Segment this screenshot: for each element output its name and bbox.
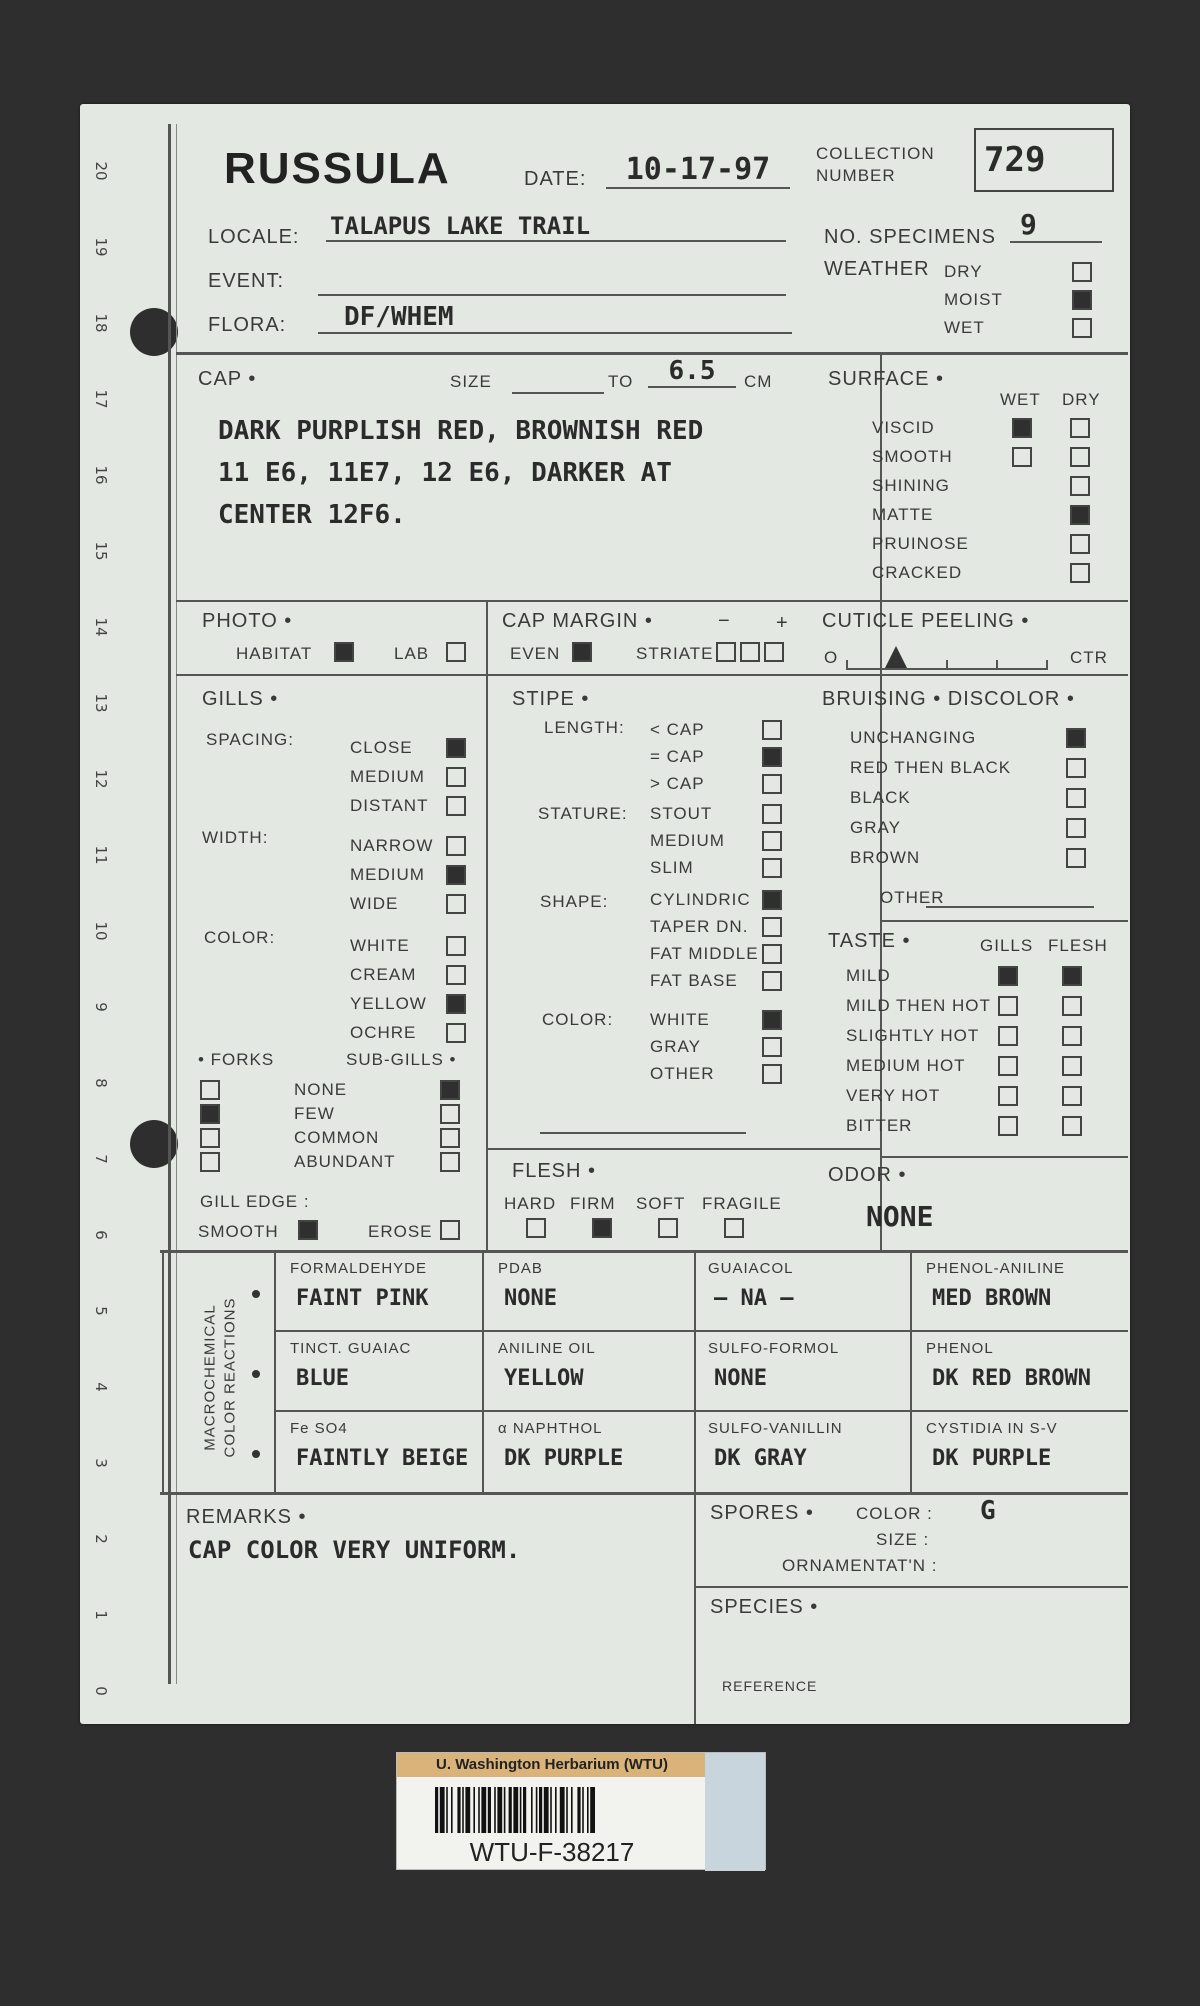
ruler-number: 14 [92, 617, 110, 637]
stipe-color-option-label: GRAY [650, 1037, 701, 1056]
weather-option-label: MOIST [944, 290, 1003, 309]
bruising-option-label: BLACK [850, 788, 911, 807]
gills-spacing-checkbox[interactable] [446, 767, 466, 787]
gills-width-checkbox[interactable] [446, 894, 466, 914]
ruler-number: 20 [92, 161, 110, 181]
macro-reaction-value: DK PURPLE [504, 1446, 624, 1471]
taste-flesh-checkbox[interactable] [1062, 1116, 1082, 1136]
flesh-option-label: SOFT [636, 1194, 686, 1213]
remarks-label: REMARKS • [186, 1506, 307, 1528]
cap-margin-even-label: EVEN [510, 644, 561, 663]
stipe-length-label: LENGTH: [544, 718, 625, 737]
surface-option-label: SMOOTH [872, 447, 953, 466]
cuticle-scale [846, 660, 1048, 670]
surface-option-label: PRUINOSE [872, 534, 969, 553]
photo-lab-checkbox[interactable] [446, 642, 466, 662]
gills-width-option-label: WIDE [350, 894, 399, 913]
subgills-label: SUB-GILLS • [346, 1050, 457, 1069]
stipe-stature-checkbox[interactable] [762, 858, 782, 878]
cap-notes-line-2: 11 E6, 11E7, 12 E6, DARKER AT [218, 458, 672, 488]
gills-width-option-label: MEDIUM [350, 865, 425, 884]
taste-flesh-checkbox[interactable] [1062, 1056, 1082, 1076]
photo-habitat-label: HABITAT [236, 644, 313, 663]
taste-gills-checkbox[interactable] [998, 996, 1018, 1016]
ruler-number: 2 [92, 1534, 110, 1544]
stipe-stature-option-label: SLIM [650, 858, 694, 877]
cap-size-min-line [512, 392, 604, 394]
ruler-number: 16 [92, 465, 110, 485]
cap-unit: CM [744, 372, 773, 391]
collection-number-value: 729 [984, 140, 1046, 180]
taste-gills-checkbox[interactable] [998, 1026, 1018, 1046]
macro-reaction-value: NONE [504, 1286, 557, 1311]
bruising-checkbox[interactable] [1066, 848, 1086, 868]
cap-label: CAP • [198, 368, 257, 390]
macro-reagent-label: FORMALDEHYDE [290, 1260, 428, 1277]
macro-reagent-label: PHENOL-ANILINE [926, 1260, 1066, 1277]
cap-notes-line-1: DARK PURPLISH RED, BROWNISH RED [218, 416, 704, 446]
forks-checkbox[interactable] [200, 1152, 220, 1172]
cap-margin-plus: + [776, 612, 789, 634]
taste-flesh-checkbox[interactable] [1062, 1026, 1082, 1046]
macro-reagent-label: Fe SO4 [290, 1420, 348, 1437]
subgills-checkbox[interactable] [440, 1152, 460, 1172]
gills-width-checkbox[interactable] [446, 865, 466, 885]
gills-color-option-label: CREAM [350, 965, 417, 984]
gills-color-checkbox[interactable] [446, 994, 466, 1014]
bruising-option-label: BROWN [850, 848, 921, 867]
taste-option-label: BITTER [846, 1116, 913, 1135]
ruler [80, 104, 170, 1724]
gills-spacing-checkbox[interactable] [446, 796, 466, 816]
ruler-number: 9 [92, 1002, 110, 1012]
taste-flesh-checkbox[interactable] [1062, 996, 1082, 1016]
macro-reaction-value: – NA – [714, 1286, 794, 1311]
flesh-checkbox[interactable] [526, 1218, 546, 1238]
weather-option-label: WET [944, 318, 985, 337]
stipe-shape-checkbox[interactable] [762, 971, 782, 991]
stipe-color-option-label: WHITE [650, 1010, 710, 1029]
ruler-number: 3 [92, 1458, 110, 1468]
gills-spacing-checkbox[interactable] [446, 738, 466, 758]
bruising-checkbox[interactable] [1066, 728, 1086, 748]
collection-label-1: COLLECTION [816, 144, 935, 163]
date-value: 10-17-97 [606, 152, 790, 189]
cap-notes-line-3: CENTER 12F6. [218, 500, 406, 530]
surface-dry-checkbox[interactable] [1070, 447, 1090, 467]
macro-reagent-label: CYSTIDIA IN S-V [926, 1420, 1058, 1437]
stipe-notes-line [540, 1132, 746, 1134]
taste-flesh-checkbox[interactable] [1062, 966, 1082, 986]
ruler-number: 11 [92, 845, 110, 865]
ruler-number: 18 [92, 313, 110, 333]
stipe-stature-checkbox[interactable] [762, 831, 782, 851]
specimen-id: WTU-F-38217 [469, 1837, 635, 1867]
macro-reaction-value: DK GRAY [714, 1446, 807, 1471]
russula-data-card [80, 104, 1130, 1724]
stipe-color-checkbox[interactable] [762, 1064, 782, 1084]
gills-label: GILLS • [202, 688, 279, 710]
gills-width-option-label: NARROW [350, 836, 434, 855]
macro-reagent-label: α NAPHTHOL [498, 1420, 603, 1437]
gills-spacing-option-label: CLOSE [350, 738, 413, 757]
cap-margin-striate-checkbox-2[interactable] [740, 642, 760, 662]
ruler-number: 5 [92, 1306, 110, 1316]
gills-spacing-label: SPACING: [206, 730, 294, 749]
gills-color-checkbox[interactable] [446, 1023, 466, 1043]
gills-width-label: WIDTH: [202, 828, 269, 847]
bruising-other-label: OTHER [880, 888, 945, 907]
macro-reaction-value: NONE [714, 1366, 767, 1391]
bruising-option-label: GRAY [850, 818, 901, 837]
ruler-number: 4 [92, 1382, 110, 1392]
macro-reagent-label: SULFO-VANILLIN [708, 1420, 843, 1437]
subgills-checkbox[interactable] [440, 1080, 460, 1100]
forks-option-label: COMMON [294, 1128, 380, 1147]
stipe-length-option-label: < CAP [650, 720, 705, 739]
macro-reagent-label: PHENOL [926, 1340, 994, 1357]
surface-dry-checkbox[interactable] [1070, 534, 1090, 554]
surface-option-label: CRACKED [872, 563, 963, 582]
weather-label: WEATHER [824, 258, 930, 280]
weather-option-label: DRY [944, 262, 983, 281]
forks-label: • FORKS [198, 1050, 275, 1069]
stipe-color-label: COLOR: [542, 1010, 614, 1029]
stipe-color-checkbox[interactable] [762, 1010, 782, 1030]
bruising-other-line [926, 906, 1094, 908]
stipe-length-checkbox[interactable] [762, 747, 782, 767]
surface-wet-header: WET [1000, 390, 1041, 409]
stipe-length-checkbox[interactable] [762, 774, 782, 794]
flesh-option-label: FRAGILE [702, 1194, 782, 1213]
gills-spacing-option-label: MEDIUM [350, 767, 425, 786]
stipe-shape-option-label: FAT MIDDLE [650, 944, 759, 963]
macro-reagent-label: TINCT. GUAIAC [290, 1340, 412, 1357]
forks-checkbox[interactable] [200, 1104, 220, 1124]
stipe-stature-option-label: MEDIUM [650, 831, 725, 850]
ruler-number: 1 [92, 1610, 110, 1620]
stipe-shape-option-label: FAT BASE [650, 971, 738, 990]
bruising-checkbox[interactable] [1066, 818, 1086, 838]
gill-edge-smooth-checkbox[interactable] [298, 1220, 318, 1240]
flesh-checkbox[interactable] [592, 1218, 612, 1238]
surface-dry-checkbox[interactable] [1070, 476, 1090, 496]
gills-color-checkbox[interactable] [446, 936, 466, 956]
bruising-option-label: RED THEN BLACK [850, 758, 1012, 777]
macro-bullet-3 [252, 1450, 260, 1458]
remarks-value: CAP COLOR VERY UNIFORM. [188, 1536, 521, 1564]
taste-gills-checkbox[interactable] [998, 966, 1018, 986]
spores-ornamentation-label: ORNAMENTAT'N : [782, 1556, 938, 1575]
ruler-number: 19 [92, 237, 110, 257]
macro-reagent-label: GUAIACOL [708, 1260, 794, 1277]
surface-wet-checkbox[interactable] [1012, 418, 1032, 438]
cap-margin-striate-label: STRIATE [636, 644, 714, 663]
stipe-shape-option-label: CYLINDRIC [650, 890, 751, 909]
taste-option-label: VERY HOT [846, 1086, 941, 1105]
locale-label: LOCALE: [208, 226, 300, 248]
cap-margin-minus: − [718, 610, 731, 632]
odor-value: NONE [866, 1200, 934, 1233]
stipe-length-option-label: = CAP [650, 747, 705, 766]
cap-size-label: SIZE [450, 372, 492, 391]
stipe-length-option-label: > CAP [650, 774, 705, 793]
stipe-stature-option-label: STOUT [650, 804, 713, 823]
cuticle-scale-end: CTR [1070, 648, 1108, 667]
cuticle-scale-start: O [824, 648, 839, 667]
bruising-checkbox[interactable] [1066, 788, 1086, 808]
specimens-label: NO. SPECIMENS [824, 226, 996, 248]
cuticle-label: CUTICLE PEELING • [822, 610, 1030, 632]
macro-reaction-value: BLUE [296, 1366, 349, 1391]
taste-gills-checkbox[interactable] [998, 1056, 1018, 1076]
ruler-number: 6 [92, 1230, 110, 1240]
collection-number-box [974, 128, 1114, 192]
macro-reaction-value: DK PURPLE [932, 1446, 1052, 1471]
ruler-number: 0 [92, 1686, 110, 1696]
species-label: SPECIES • [710, 1596, 819, 1618]
gills-color-option-label: WHITE [350, 936, 410, 955]
barcode [433, 1787, 669, 1833]
photo-label: PHOTO • [202, 610, 293, 632]
stipe-color-option-label: OTHER [650, 1064, 715, 1083]
stipe-shape-checkbox[interactable] [762, 944, 782, 964]
bruising-option-label: UNCHANGING [850, 728, 977, 747]
herbarium-name: U. Washington Herbarium (WTU) [397, 1753, 707, 1777]
gill-edge-smooth-label: SMOOTH [198, 1222, 279, 1241]
surface-option-label: SHINING [872, 476, 950, 495]
ruler-number: 15 [92, 541, 110, 561]
macro-reaction-value: YELLOW [504, 1366, 584, 1391]
surface-dry-header: DRY [1062, 390, 1101, 409]
surface-option-label: VISCID [872, 418, 935, 437]
cap-margin-striate-checkbox-1[interactable] [716, 642, 736, 662]
taste-option-label: MEDIUM HOT [846, 1056, 966, 1075]
macro-reaction-value: FAINT PINK [296, 1286, 429, 1311]
taste-option-label: MILD THEN HOT [846, 996, 991, 1015]
taste-gills-header: GILLS [980, 936, 1034, 955]
stipe-length-checkbox[interactable] [762, 720, 782, 740]
gills-width-checkbox[interactable] [446, 836, 466, 856]
forks-checkbox[interactable] [200, 1128, 220, 1148]
stipe-shape-checkbox[interactable] [762, 917, 782, 937]
flesh-option-label: HARD [504, 1194, 557, 1213]
photo-habitat-checkbox[interactable] [334, 642, 354, 662]
gills-spacing-option-label: DISTANT [350, 796, 429, 815]
stipe-shape-checkbox[interactable] [762, 890, 782, 910]
bruising-checkbox[interactable] [1066, 758, 1086, 778]
macro-reagent-label: ANILINE OIL [498, 1340, 596, 1357]
ruler-number: 7 [92, 1154, 110, 1164]
label-color-block [705, 1753, 765, 1871]
gill-edge-label: GILL EDGE : [200, 1192, 310, 1211]
weather-checkbox[interactable] [1072, 290, 1092, 310]
surface-dry-checkbox[interactable] [1070, 563, 1090, 583]
macro-side-label: MACROCHEMICAL COLOR REACTIONS [201, 1297, 238, 1458]
photo-lab-label: LAB [394, 644, 430, 663]
taste-flesh-header: FLESH [1048, 936, 1108, 955]
specimens-value: 9 [1010, 208, 1102, 243]
ruler-number: 12 [92, 769, 110, 789]
date-label: DATE: [524, 168, 587, 190]
surface-dry-checkbox[interactable] [1070, 505, 1090, 525]
taste-flesh-checkbox[interactable] [1062, 1086, 1082, 1106]
locale-value: TALAPUS LAKE TRAIL [326, 212, 786, 242]
macro-reagent-label: SULFO-FORMOL [708, 1340, 840, 1357]
spores-label: SPORES • [710, 1502, 814, 1524]
bruising-label: BRUISING • DISCOLOR • [822, 688, 1075, 710]
cap-margin-striate-checkbox-3[interactable] [764, 642, 784, 662]
cuticle-mark [885, 646, 907, 668]
macro-reaction-value: DK RED BROWN [932, 1366, 1091, 1391]
flora-label: FLORA: [208, 314, 287, 336]
stipe-stature-checkbox[interactable] [762, 804, 782, 824]
gills-color-checkbox[interactable] [446, 965, 466, 985]
weather-checkbox[interactable] [1072, 262, 1092, 282]
collection-label-2: NUMBER [816, 166, 896, 185]
subgills-checkbox[interactable] [440, 1104, 460, 1124]
macro-reagent-label: PDAB [498, 1260, 543, 1277]
ruler-number: 17 [92, 389, 110, 409]
forks-option-label: FEW [294, 1104, 335, 1123]
gills-color-option-label: YELLOW [350, 994, 427, 1013]
gill-edge-erose-checkbox[interactable] [440, 1220, 460, 1240]
taste-option-label: MILD [846, 966, 891, 985]
subgills-checkbox[interactable] [440, 1128, 460, 1148]
flora-value: DF/WHEM [318, 302, 792, 334]
macro-reaction-value: MED BROWN [932, 1286, 1052, 1311]
event-value-line [318, 294, 786, 296]
macro-bullet-1 [252, 1290, 260, 1298]
taste-gills-checkbox[interactable] [998, 1086, 1018, 1106]
flesh-label: FLESH • [512, 1160, 597, 1182]
stipe-stature-label: STATURE: [538, 804, 628, 823]
gills-color-label: COLOR: [204, 928, 276, 947]
surface-option-label: MATTE [872, 505, 934, 524]
taste-label: TASTE • [828, 930, 911, 952]
odor-label: ODOR • [828, 1164, 907, 1186]
spores-color-label: COLOR : [856, 1504, 933, 1523]
species-reference-label: REFERENCE [722, 1678, 818, 1694]
stipe-shape-option-label: TAPER DN. [650, 917, 749, 936]
ruler-number: 8 [92, 1078, 110, 1088]
macro-bullet-2 [252, 1370, 260, 1378]
macro-reaction-value: FAINTLY BEIGE [296, 1446, 469, 1471]
surface-wet-checkbox[interactable] [1012, 447, 1032, 467]
cap-size-value: 6.5 [648, 356, 736, 388]
flesh-checkbox[interactable] [724, 1218, 744, 1238]
event-label: EVENT: [208, 270, 285, 292]
form-title: RUSSULA [224, 144, 451, 193]
surface-dry-checkbox[interactable] [1070, 418, 1090, 438]
stipe-label: STIPE • [512, 688, 590, 710]
cap-margin-label: CAP MARGIN • [502, 610, 653, 632]
gill-edge-erose-label: EROSE [368, 1222, 433, 1241]
flesh-checkbox[interactable] [658, 1218, 678, 1238]
forks-checkbox[interactable] [200, 1080, 220, 1100]
cap-margin-even-checkbox[interactable] [572, 642, 592, 662]
weather-checkbox[interactable] [1072, 318, 1092, 338]
cap-to-label: TO [608, 372, 634, 391]
taste-gills-checkbox[interactable] [998, 1116, 1018, 1136]
specimen-barcode-label [396, 1752, 766, 1870]
stipe-shape-label: SHAPE: [540, 892, 609, 911]
gills-color-option-label: OCHRE [350, 1023, 417, 1042]
spores-size-label: SIZE : [876, 1530, 930, 1549]
ruler-number: 13 [92, 693, 110, 713]
forks-option-label: ABUNDANT [294, 1152, 396, 1171]
ruler-number: 10 [92, 921, 110, 941]
forks-option-label: NONE [294, 1080, 348, 1099]
surface-label: SURFACE • [828, 368, 945, 390]
stipe-color-checkbox[interactable] [762, 1037, 782, 1057]
spores-color-value: G [980, 1496, 996, 1526]
flesh-option-label: FIRM [570, 1194, 616, 1213]
taste-option-label: SLIGHTLY HOT [846, 1026, 980, 1045]
